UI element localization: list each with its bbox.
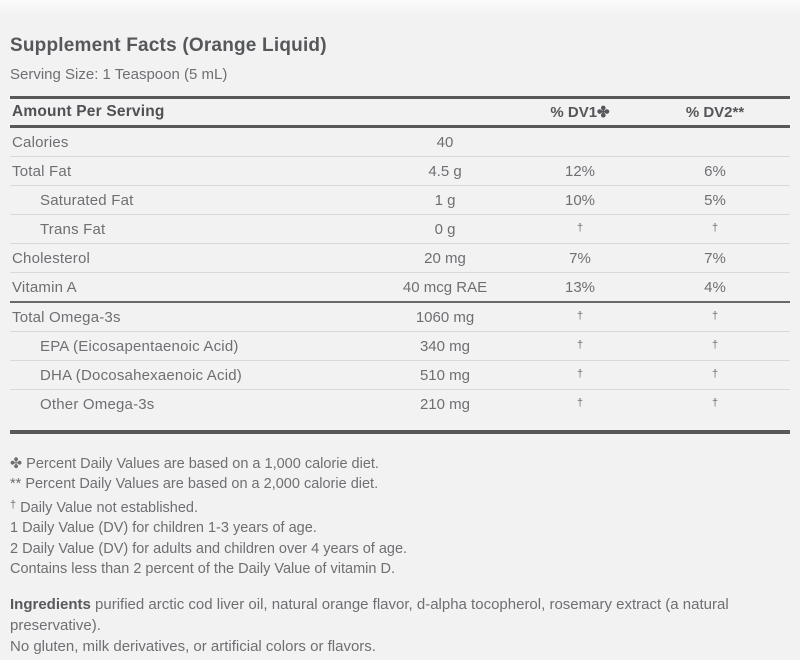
header-dv2: % DV2** [685,103,745,121]
row-dv2: † [711,309,719,322]
footnote-line [10,559,790,579]
footnote-text: Percent Daily Values are based on a 2,000 calorie diet. [21,476,379,493]
table-section-1 [10,128,790,301]
row-amount: 40 [436,133,454,151]
row-dv2: 4% [704,278,726,296]
row-nutrient-name: Cholesterol [12,249,91,267]
panel-title: Supplement Facts (Orange Liquid) [10,35,327,56]
row-dv2: † [711,396,719,409]
row-nutrient-name: Total Omega-3s [12,308,121,326]
row-dv1: 7% [569,249,591,267]
table-header-row [10,99,790,128]
row-dv1: † [576,338,584,351]
table-row [10,156,790,185]
row-dv2: † [711,221,719,234]
table-row [10,389,790,418]
footnote-line [10,518,790,538]
footnote-text: Daily Value not established. [16,499,199,516]
row-dv1: 12% [564,162,596,180]
footnote-symbol: ✤ [10,456,23,472]
row-nutrient-name: Vitamin A [12,278,77,296]
table-row [10,331,790,360]
footnote-text: Percent Daily Values are based on a 1,000 calorie diet. [22,456,379,472]
row-amount: 4.5 g [428,162,462,180]
row-nutrient-name: Saturated Fat [40,191,134,209]
row-nutrient-name: Total Fat [12,162,72,180]
row-nutrient-name: Other Omega-3s [40,395,155,413]
table-row [10,303,790,331]
panel-content [0,35,800,658]
row-dv1: 10% [564,191,596,209]
row-dv2: † [711,367,719,380]
footnote-symbol: ** [10,476,22,493]
table-row [10,360,790,389]
row-amount: 20 mg [424,249,466,267]
row-amount: 1 g [434,191,456,209]
table-row [10,185,790,214]
allergen-note: No gluten, milk derivatives, or artificial colors or flavors. [10,638,376,656]
table-row [10,243,790,272]
row-amount: 40 mcg RAE [402,278,488,296]
row-nutrient-name: Calories [12,133,69,151]
table-section-2 [10,301,790,430]
header-dv1: % DV1✤ [550,104,610,121]
footnote-line [10,539,790,559]
row-amount: 510 mg [419,366,471,384]
row-dv1: † [576,221,584,234]
row-dv1: † [576,367,584,380]
row-dv2: † [711,338,719,351]
footnote-text: Contains less than 2 percent of the Daily Value of vitamin D. [10,561,395,578]
footnote-line [10,495,790,518]
ingredients-label: Ingredients [10,596,91,614]
footnote-line [10,474,790,494]
row-nutrient-name: EPA (Eicosapentaenoic Acid) [40,337,239,355]
footnotes [10,454,790,579]
row-nutrient-name: DHA (Docosahexaenoic Acid) [40,366,242,384]
row-amount: 340 mg [419,337,471,355]
row-amount: 210 mg [419,395,471,413]
table-body [10,128,790,430]
footnote-text: 2 Daily Value (DV) for adults and children over 4 years of age. [10,540,408,557]
footnote-line [10,454,790,474]
ingredients-paragraph [10,595,790,636]
row-amount: 1060 mg [415,308,475,326]
footnote-symbol: † [10,498,17,511]
ingredients-text: purified arctic cod liver oil, natural orange flavor, d-alpha tocopherol, rosemary extract (a natural preservative). [10,596,729,634]
row-nutrient-name: Trans Fat [40,220,106,238]
supplement-facts-table [10,96,790,434]
table-row [10,214,790,243]
row-dv2: 7% [704,249,726,267]
row-dv1: 13% [564,278,596,296]
row-amount: 0 g [434,220,456,238]
table-row [10,272,790,301]
row-dv2: 5% [704,191,726,209]
serving-size: Serving Size: 1 Teaspoon (5 mL) [10,66,228,83]
footnote-text: 1 Daily Value (DV) for children 1-3 years of age. [10,520,317,537]
page-top-fade [0,0,800,14]
row-dv1: † [576,309,584,322]
table-row [10,128,790,156]
row-dv1: † [576,396,584,409]
row-dv2: 6% [704,162,726,180]
header-amount-per-serving: Amount Per Serving [12,103,165,120]
